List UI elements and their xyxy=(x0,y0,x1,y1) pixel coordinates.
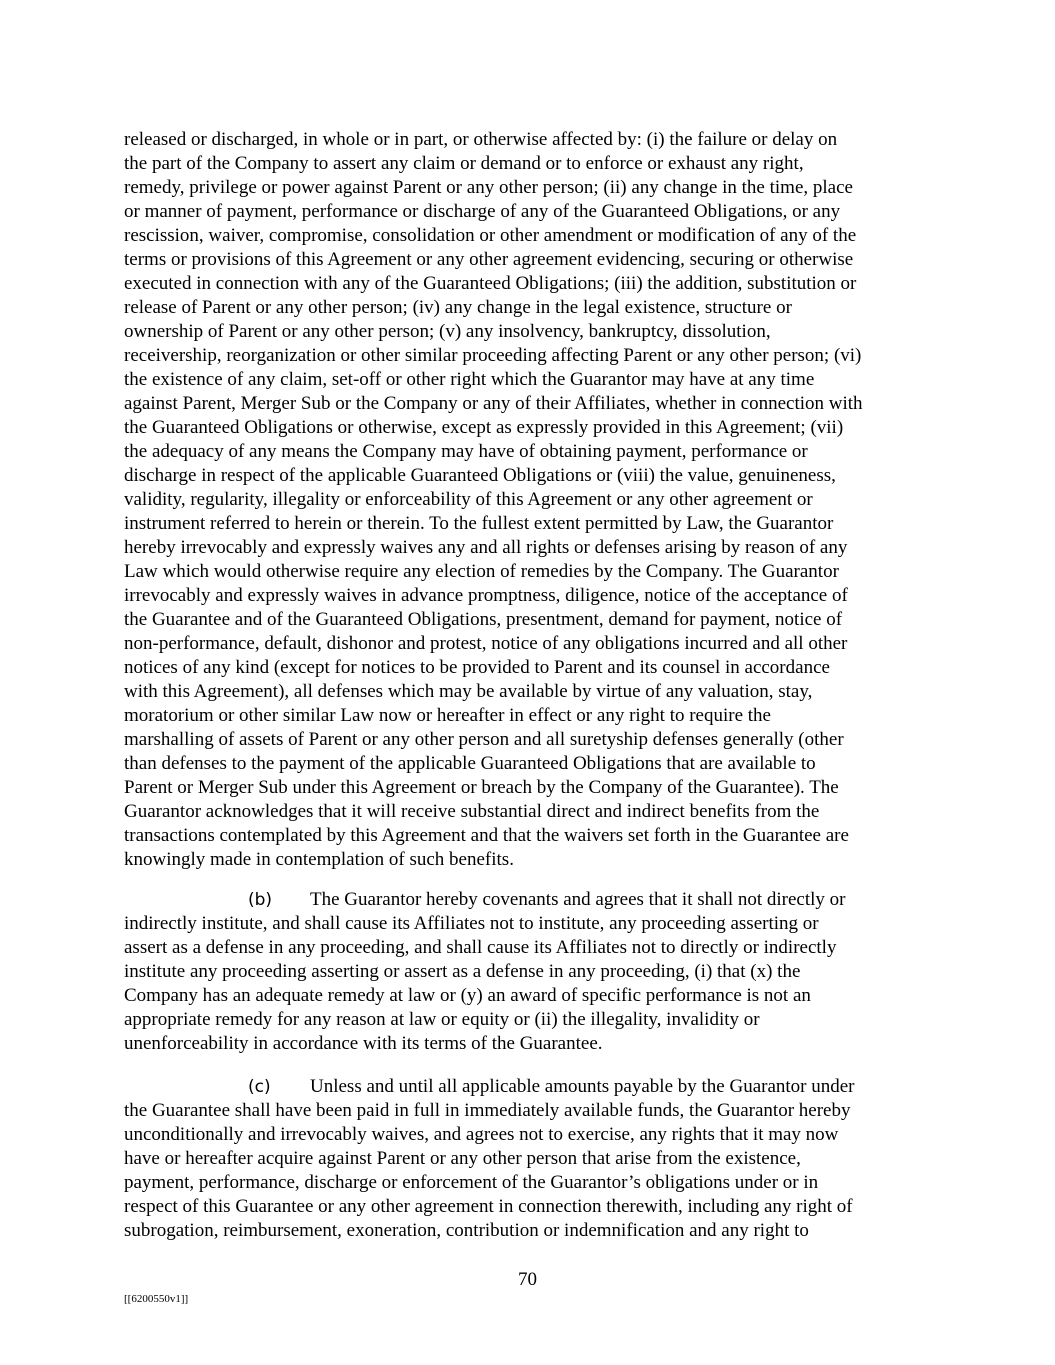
paragraph-a-line: discharge in respect of the applicable Guaranteed Obligations or (viii) the value, genuineness, xyxy=(124,465,836,486)
paragraph-b-line: unenforceability in accordance with its terms of the Guarantee. xyxy=(124,1033,603,1054)
paragraph-a-line: the Guaranteed Obligations or otherwise, except as expressly provided in this Agreement; (vii) xyxy=(124,417,844,438)
page-number: 70 xyxy=(518,1269,537,1290)
paragraph-a-line: against Parent, Merger Sub or the Company or any of their Affiliates, whether in connection with xyxy=(124,393,863,414)
paragraph-a-line: knowingly made in contemplation of such benefits. xyxy=(124,849,514,870)
paragraph-a-line: non-performance, default, dishonor and protest, notice of any obligations incurred and all other xyxy=(124,633,848,654)
paragraph-a-line: Law which would otherwise require any election of remedies by the Company. The Guarantor xyxy=(124,561,839,582)
paragraph-b-line: Company has an adequate remedy at law or (y) an award of specific performance is not an xyxy=(124,985,811,1006)
paragraph-a-line: receivership, reorganization or other similar proceeding affecting Parent or any other person; (vi) xyxy=(124,345,862,366)
paragraph-a-line: instrument referred to herein or therein. To the fullest extent permitted by Law, the Guarantor xyxy=(124,513,834,534)
paragraph-a-line: marshalling of assets of Parent or any other person and all suretyship defenses generally (other xyxy=(124,729,844,750)
paragraph-a-line: released or discharged, in whole or in part, or otherwise affected by: (i) the failure or delay on xyxy=(124,129,838,150)
paragraph-b-line: institute any proceeding asserting or assert as a defense in any proceeding, (i) that (x) the xyxy=(124,961,801,982)
paragraph-c-label: (c) xyxy=(248,1077,271,1097)
paragraph-c-line: unconditionally and irrevocably waives, and agrees not to exercise, any rights that it may now xyxy=(124,1124,839,1145)
paragraph-a-line: the adequacy of any means the Company may have of obtaining payment, performance or xyxy=(124,441,808,462)
paragraph-a-line: release of Parent or any other person; (iv) any change in the legal existence, structure or xyxy=(124,297,792,318)
paragraph-a-line: than defenses to the payment of the applicable Guaranteed Obligations that are available to xyxy=(124,753,816,774)
paragraph-a-line: terms or provisions of this Agreement or any other agreement evidencing, securing or otherwise xyxy=(124,249,854,270)
paragraph-a-line: rescission, waiver, compromise, consolidation or other amendment or modification of any of the xyxy=(124,225,857,246)
document-id: [[6200550v1]] xyxy=(124,1293,189,1305)
paragraph-c-line: the Guarantee shall have been paid in full in immediately available funds, the Guarantor hereby xyxy=(124,1100,851,1121)
paragraph-a-line: ownership of Parent or any other person; (v) any insolvency, bankruptcy, dissolution, xyxy=(124,321,771,342)
paragraph-a-line: irrevocably and expressly waives in advance promptness, diligence, notice of the acceptance of xyxy=(124,585,848,606)
paragraph-b-line: indirectly institute, and shall cause its Affiliates not to institute, any proceeding asserting or xyxy=(124,913,819,934)
paragraph-a-line: validity, regularity, illegality or enforceability of this Agreement or any other agreement or xyxy=(124,489,813,510)
paragraph-b-line: appropriate remedy for any reason at law or equity or (ii) the illegality, invalidity or xyxy=(124,1009,760,1030)
paragraph-c-line: respect of this Guarantee or any other agreement in connection therewith, including any right of xyxy=(124,1196,853,1217)
paragraph-b-line: assert as a defense in any proceeding, and shall cause its Affiliates not to directly or indirectly xyxy=(124,937,837,958)
paragraph-b-first-line-text: The Guarantor hereby covenants and agrees that it shall not directly or xyxy=(310,889,846,910)
paragraph-a-line: with this Agreement), all defenses which may be available by virtue of any valuation, stay, xyxy=(124,681,813,702)
paragraph-a-line: moratorium or other similar Law now or hereafter in effect or any right to require the xyxy=(124,705,771,726)
paragraph-c-line: subrogation, reimbursement, exoneration, contribution or indemnification and any right to xyxy=(124,1220,809,1241)
paragraph-c-line: payment, performance, discharge or enforcement of the Guarantor’s obligations under or in xyxy=(124,1172,819,1193)
paragraph-a-line: remedy, privilege or power against Parent or any other person; (ii) any change in the time, place xyxy=(124,177,853,198)
paragraph-a-line: the existence of any claim, set-off or other right which the Guarantor may have at any time xyxy=(124,369,815,390)
paragraph-b-label: (b) xyxy=(248,890,273,910)
paragraph-a-line: hereby irrevocably and expressly waives any and all rights or defenses arising by reason of any xyxy=(124,537,848,558)
paragraph-c-first-line xyxy=(248,1075,855,1099)
paragraph-a-line: executed in connection with any of the Guaranteed Obligations; (iii) the addition, substitution or xyxy=(124,273,857,294)
paragraph-a-line: the part of the Company to assert any claim or demand or to enforce or exhaust any right, xyxy=(124,153,804,174)
paragraph-a-line: or manner of payment, performance or discharge of any of the Guaranteed Obligations, or any xyxy=(124,201,841,222)
paragraph-b-first-line xyxy=(248,888,846,912)
paragraph-c-first-line-text: Unless and until all applicable amounts payable by the Guarantor under xyxy=(310,1076,855,1097)
paragraph-a-line: Guarantor acknowledges that it will receive substantial direct and indirect benefits from the xyxy=(124,801,820,822)
paragraph-c-line: have or hereafter acquire against Parent or any other person that arise from the existence, xyxy=(124,1148,801,1169)
paragraph-a-line: notices of any kind (except for notices to be provided to Parent and its counsel in accordance xyxy=(124,657,830,678)
paragraph-a-line: the Guarantee and of the Guaranteed Obligations, presentment, demand for payment, notice of xyxy=(124,609,843,630)
paragraph-a-line: transactions contemplated by this Agreement and that the waivers set forth in the Guarantee are xyxy=(124,825,849,846)
paragraph-a-line: Parent or Merger Sub under this Agreement or breach by the Company of the Guarantee). The xyxy=(124,777,839,798)
